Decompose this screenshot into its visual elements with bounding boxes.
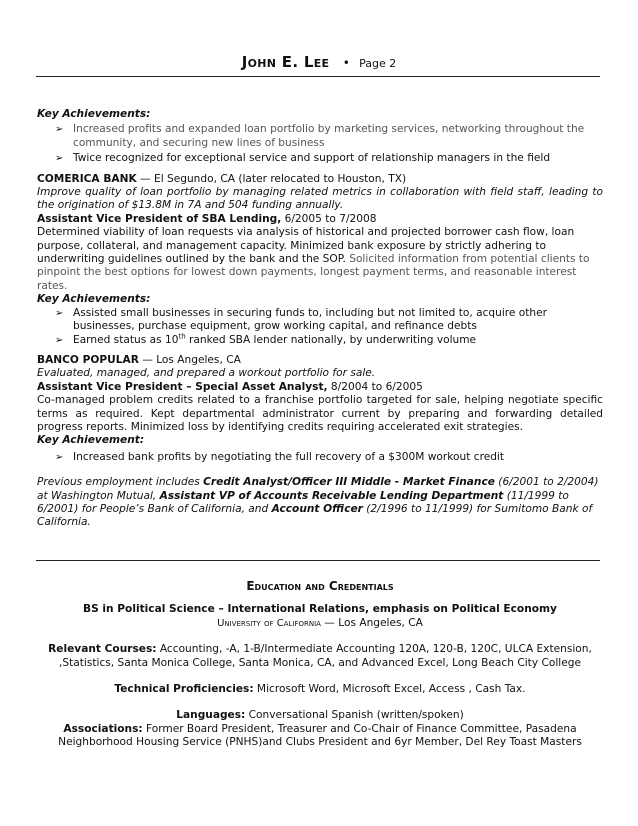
key-achievements-heading: Key Achievements: [37,293,151,306]
arrow-bullet-icon: ➢ [55,334,64,346]
company-location: — Los Angeles, CA [138,353,241,366]
list-item: ➢ Increased bank profits by negotiating the full recovery of a $300M workout credit [55,450,505,463]
job-description: Determined viability of loan requests via analysis of historical and projected borrower cash flow, loan purpose, collateral, and management capacity. Minimized bank exposure by strictly adhering to underwriting guidelines outlined by the bank and the SOP. Solicited information from potential clients to pinpoint the best options for lowest down payments, longest payment terms, and reasonable interest rates. [37,226,590,292]
relevant-courses: Relevant Courses: Accounting, -A, 1-B/Intermediate Accounting 120A, 120-B, 120C, ULCA Extension, [48,643,592,656]
job-title: Assistant Vice President of SBA Lending, [37,212,282,225]
job-title: Assistant Vice President – Special Asset Analyst, [37,380,328,393]
header-rule [36,76,600,77]
key-achievements-list [37,123,603,165]
languages: Languages: Conversational Spanish (written/spoken) [176,709,464,722]
list-item: ➢ Earned status as 10th ranked SBA lender nationally, by underwriting volume [55,331,477,346]
list-item: ➢ Assisted small businesses in securing funds to, including but not limited to, acquire other businesses, purchase equipment, grow working capital, and refinance debts [55,306,548,333]
key-achievements-list [37,451,603,464]
company-summary: Improve quality of loan portfolio by managing related metrics in collaboration with field staff, leading to the origination of $13.8M in 7A and 504 funding annually. [37,186,603,212]
experience-section [37,108,603,530]
key-achievements-heading: Key Achievements: [37,108,151,120]
relevant-courses-cont: ,Statistics, Santa Monica College, Santa Monica, CA, and Advanced Excel, Long Beach City College [59,656,581,669]
education-section [37,580,603,750]
arrow-bullet-icon: ➢ [55,124,64,136]
list-item: ➢ Increased profits and expanded loan portfolio by marketing services, networking throughout the community, and securing new lines of business [55,123,585,149]
page-number: Page 2 [359,57,397,70]
key-achievements-heading: Key Achievement: [37,434,145,447]
job-dates: 8/2004 to 6/2005 [327,380,423,393]
company-summary: Evaluated, managed, and prepared a workout portfolio for sale. [37,367,376,380]
page-header [0,53,638,71]
company-name: COMERICA BANK [37,172,137,185]
arrow-bullet-icon: ➢ [55,153,64,165]
arrow-bullet-icon: ➢ [55,451,64,463]
associations-cont: Neighborhood Housing Service (PNHS)and Clubs President and 6yr Member, Del Rey Toast Masters [58,736,582,749]
school: University of California — Los Angeles, CA [217,616,423,629]
candidate-name: John E. Lee [241,53,330,71]
key-achievements-list [37,307,603,347]
banco-section [37,354,603,464]
section-rule [36,560,600,561]
associations: Associations: Former Board President, Treasurer and Co-Chair of Finance Committee, Pasadena [63,722,577,735]
previous-employment: Previous employment includes Credit Analyst/Officer III Middle - Market Finance (6/2001 to 2/2004) at Washington Mutual, Assistant VP of Accounts Receivable Lending Department (11/1999 to 6/2001) for People’s Bank of California, and Account Officer (2/1996 to 11/1999) for Sumitomo Bank of California. [37,476,599,529]
list-item: ➢ Twice recognized for exceptional service and support of relationship managers in the field [55,152,551,165]
company-name: BANCO POPULAR [37,353,139,366]
comerica-section [37,173,603,347]
company-location: — El Segundo, CA (later relocated to Houston, TX) [136,172,407,185]
job-dates: 6/2005 to 7/2008 [281,212,377,225]
degree: BS in Political Science – International Relations, emphasis on Political Economy [83,603,557,616]
technical-proficiencies: Technical Proficiencies: Microsoft Word, Microsoft Excel, Access , Cash Tax. [114,683,526,696]
arrow-bullet-icon: ➢ [55,307,64,319]
header-separator: • [342,56,350,70]
education-heading: Education and Credentials [246,579,394,593]
job-description: Co-managed problem credits related to a franchise portfolio targeted for sale, helping negotiate specific terms as required. Kept departmental administrator current by preparing and forwarding detailed progress reports. Minimized loss by identifying credits requiring accelerated exit strategies. [37,394,603,433]
